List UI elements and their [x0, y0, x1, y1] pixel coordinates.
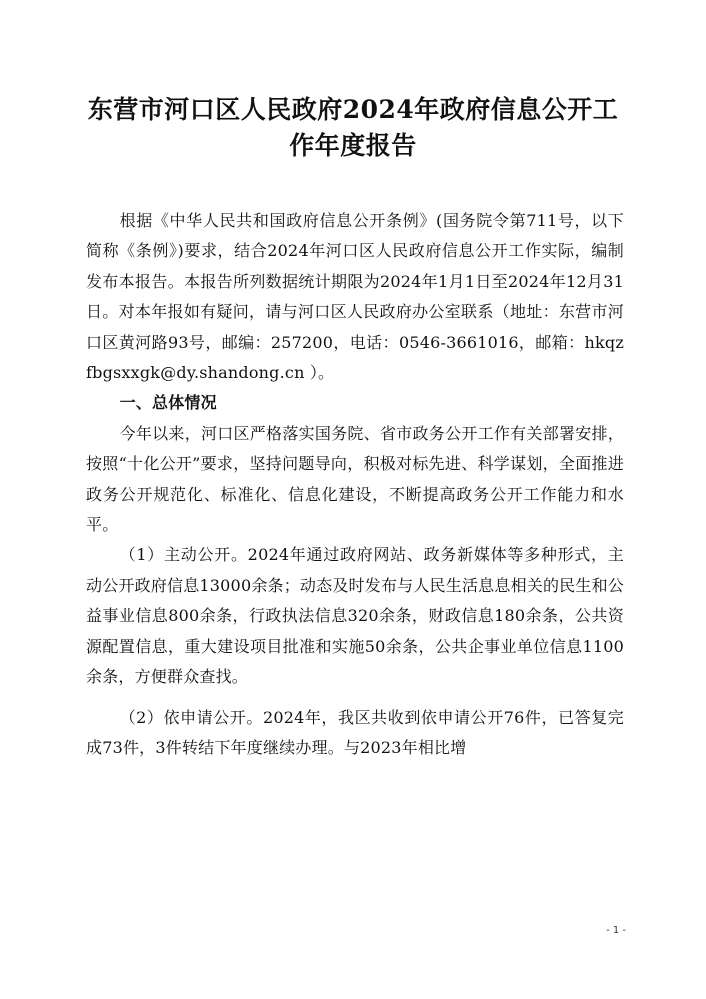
title-line-1: 东营市河口区人民政府2024年政府信息公开工 [87, 95, 619, 124]
intro-paragraph: 根据《中华人民共和国政府信息公开条例》(国务院令第711号，以下简称《条例》)要求，结合2024年河口区人民政府信息公开工作实际，编制发布本报告。本报告所列数据统计期限为2024年1月1日至2024年12月31日。对本年报如有疑问，请与河口区人民政府办公室联系（地址：东营市河口区黄河路93号，邮编：257200，电话：0546-3661016，邮箱：hkqzfbgsxxgk@dy.shandong.cn ）。 [86, 211, 624, 383]
title-line-2: 作年度报告 [289, 131, 417, 160]
request-disclosure-paragraph: （2）依申请公开。2024年，我区共收到依申请公开76件，已答复完成73件，3件转结下年度继续办理。与2023年相比增 [86, 707, 624, 757]
page-title [80, 92, 626, 164]
section-heading-overview: 一、总体情况 [119, 393, 217, 413]
overview-paragraph: 今年以来，河口区严格落实国务院、省市政务公开工作有关部署安排，按照“十化公开”要求，坚持问题导向，积极对标先进、科学谋划，全面推进政务公开规范化、标准化、信息化建设，不断提高政务公开工作能力和水平。 [86, 423, 624, 535]
document-body [86, 206, 624, 763]
proactive-disclosure-paragraph: （1）主动公开。2024年通过政府网站、政务新媒体等多种形式，主动公开政府信息13000余条；动态及时发布与人民生活息息相关的民生和公益事业信息800余条，行政执法信息320余条，财政信息180余条，公共资源配置信息，重大建设项目批准和实施50余条，公共企事业单位信息1100余条，方便群众查找。 [86, 545, 624, 687]
page-number: - 1 - [606, 925, 626, 936]
